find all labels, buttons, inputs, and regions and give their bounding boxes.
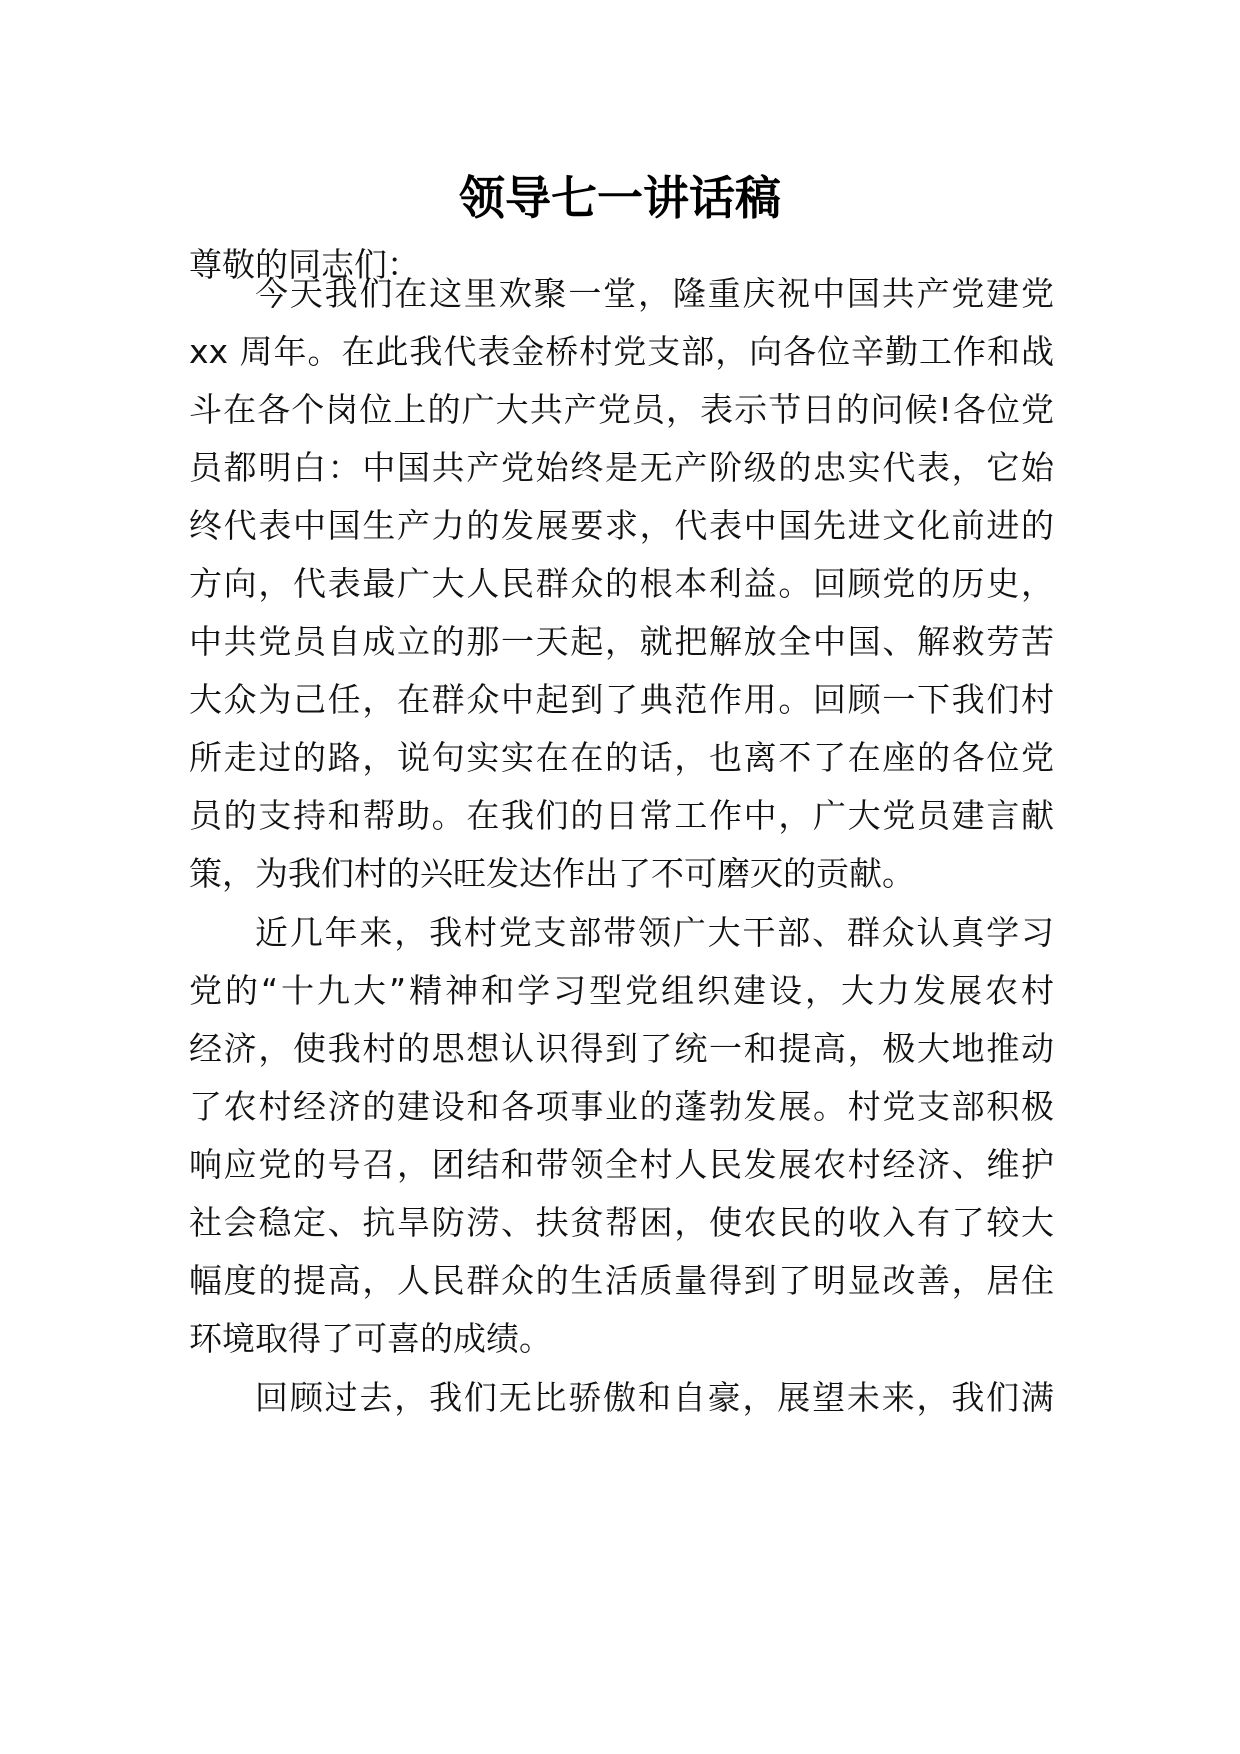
paragraph-1-line: 所走过的路，说句实实在在的话，也离不了在座的各位党 — [189, 738, 1054, 777]
paragraph-1-line: 今天我们在这里欢聚一堂，隆重庆祝中国共产党建党 — [255, 274, 1054, 313]
document-title: 领导七一讲话稿 — [459, 171, 781, 225]
paragraph-2-line: 环境取得了可喜的成绩。 — [189, 1319, 552, 1358]
paragraph-2-line: 党的“十九大”精神和学习型党组织建设，大力发展农村 — [189, 971, 1054, 1010]
paragraph-2-line: 响应党的号召，团结和带领全村人民发展农村经济、维护 — [189, 1145, 1054, 1184]
paragraph-1-line: xx 周年。在此我代表金桥村党支部，向各位辛勤工作和战 — [189, 332, 1054, 371]
salutation: 尊敬的同志们： — [189, 245, 420, 284]
paragraph-1-line: 员都明白：中国共产党始终是无产阶级的忠实代表，它始 — [189, 448, 1054, 487]
paragraph-1-line: 斗在各个岗位上的广大共产党员，表示节日的问候!各位党 — [189, 390, 1054, 429]
paragraph-2-line: 了农村经济的建设和各项事业的蓬勃发展。村党支部积极 — [189, 1087, 1054, 1126]
paragraph-2-line: 幅度的提高，人民群众的生活质量得到了明显改善，居住 — [189, 1261, 1054, 1300]
paragraph-2-line: 近几年来，我村党支部带领广大干部、群众认真学习 — [255, 913, 1054, 952]
paragraph-3-line: 回顾过去，我们无比骄傲和自豪，展望未来，我们满 — [255, 1378, 1054, 1417]
paragraph-1-line: 员的支持和帮助。在我们的日常工作中，广大党员建言献 — [189, 796, 1054, 835]
paragraph-1-line: 大众为己任，在群众中起到了典范作用。回顾一下我们村 — [189, 680, 1054, 719]
paragraph-1-line: 策，为我们村的兴旺发达作出了不可磨灭的贡献。 — [189, 854, 915, 893]
paragraph-2-line: 经济，使我村的思想认识得到了统一和提高，极大地推动 — [189, 1029, 1054, 1068]
paragraph-1-line: 终代表中国生产力的发展要求，代表中国先进文化前进的 — [189, 506, 1054, 545]
paragraph-1-line: 中共党员自成立的那一天起，就把解放全中国、解救劳苦 — [189, 622, 1054, 661]
paragraph-2-line: 社会稳定、抗旱防涝、扶贫帮困，使农民的收入有了较大 — [189, 1203, 1054, 1242]
paragraph-1-line: 方向，代表最广大人民群众的根本利益。回顾党的历史， — [189, 564, 1054, 603]
